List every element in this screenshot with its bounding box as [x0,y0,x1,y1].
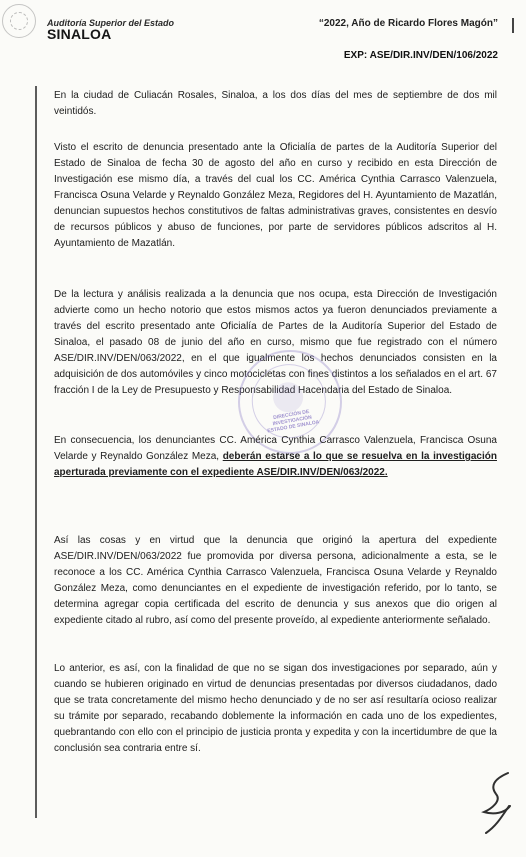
scan-mark [512,18,514,33]
analysis-paragraph: De la lectura y análisis realizada a la denuncia que nos ocupa, esta Dirección de Investigación advierte como un hecho notorio que estos mismos actos ya fueron denunciados previamente a través del escrito presentado ante Oficialía de Partes de la Auditoría Superior del Estado de Sinaloa, el pasado 08 de junio del año en curso, mismo que fue registrado con el número ASE/DIR.INV/DEN/063/2022, en el que igualmente los hechos denunciados consisten en la adquisición de dos automóviles y cinco motocicletas con fines distintos a los señalados en el art. 67 fracción I de la Ley de Presupuesto y Responsabilidad Hacendaria del Estado de Sinaloa. [54,289,497,396]
stamp-text: DIRECCIÓN DE INVESTIGACIÓN ESTADO DE SINALOA [266,408,320,435]
file-number: EXP: ASE/DIR.INV/DEN/106/2022 [343,50,498,61]
signature-icon [476,770,518,836]
recognition-paragraph: Así las cosas y en virtud que la denuncia que originó la apertura del expediente ASE/DIR.INV/DEN/063/2022 fue promovida por diversa persona, adicionalmente a esta, se le reconoce a los CC. América Cynthia Carrasco Valenzuela, Francisca Osuna Velarde y Reynaldo González Meza, como denunciantes en el expediente de investigación referido, por lo tanto, se determina agregar copia certificada del escrito de denuncia y sus anexos que dio origen al expediente citado al rubro, así como del presente proveído, al expediente anteriormente señalado. [54,535,497,626]
complaint-paragraph: Visto el escrito de denuncia presentado ante la Oficialía de partes de la Auditoría Superior del Estado de Sinaloa de fecha 30 de agosto del año en curso y recibido en esta Dirección de Investigación ese mismo día, a través del cual los CC. América Cynthia Carrasco Valenzuela, Francisca Osuna Velarde y Reynaldo González Meza, Regidores del H. Ayuntamiento de Mazatlán, denuncian supuestos hechos constitutivos de faltas administrativas graves, consistentes en desvío de recursos públicos y abuso de funciones, por parte de servidores públicos adscritos al H. Ayuntamiento de Mazatlán. [54,142,497,249]
opening-paragraph: En la ciudad de Culiacán Rosales, Sinaloa, a los dos días del mes de septiembre de dos mil veintidós. [54,90,497,117]
year-motto: “2022, Año de Ricardo Flores Magón” [318,18,498,29]
left-margin-line [35,86,37,818]
consequence-emphasis: deberán estarse a lo que se resuelva en la investigación aperturada previamente con el expediente ASE/DIR.INV/DEN/063/2022. [54,451,497,478]
state-seal-icon [2,4,36,38]
organization-name: Auditoría Superior del Estado [47,18,175,28]
consequence-paragraph-start: En consecuencia, los denunciantes CC. América Cynthia Carrasco Valenzuela, Francisca Osuna Velarde y Reynaldo González Meza, [54,435,497,462]
consequence-paragraph [54,433,497,481]
justification-paragraph: Lo anterior, es así, con la finalidad de que no se sigan dos investigaciones por separado, aún y cuando se hubieren originado en virtud de denuncias presentadas por diversos ciudadanos, dado que se trata concretamente del mismo hecho denunciado y de no ser así resultaría ocioso realizar su trámite por separado, recabando doblemente la información en cada uno de los expedientes, quebrantando con ello con el principio de justicia pronta y expedita y con la incertidumbre de que la conclusión sea contraria entre sí. [54,663,497,754]
organization-state: SINALOA [47,26,112,42]
